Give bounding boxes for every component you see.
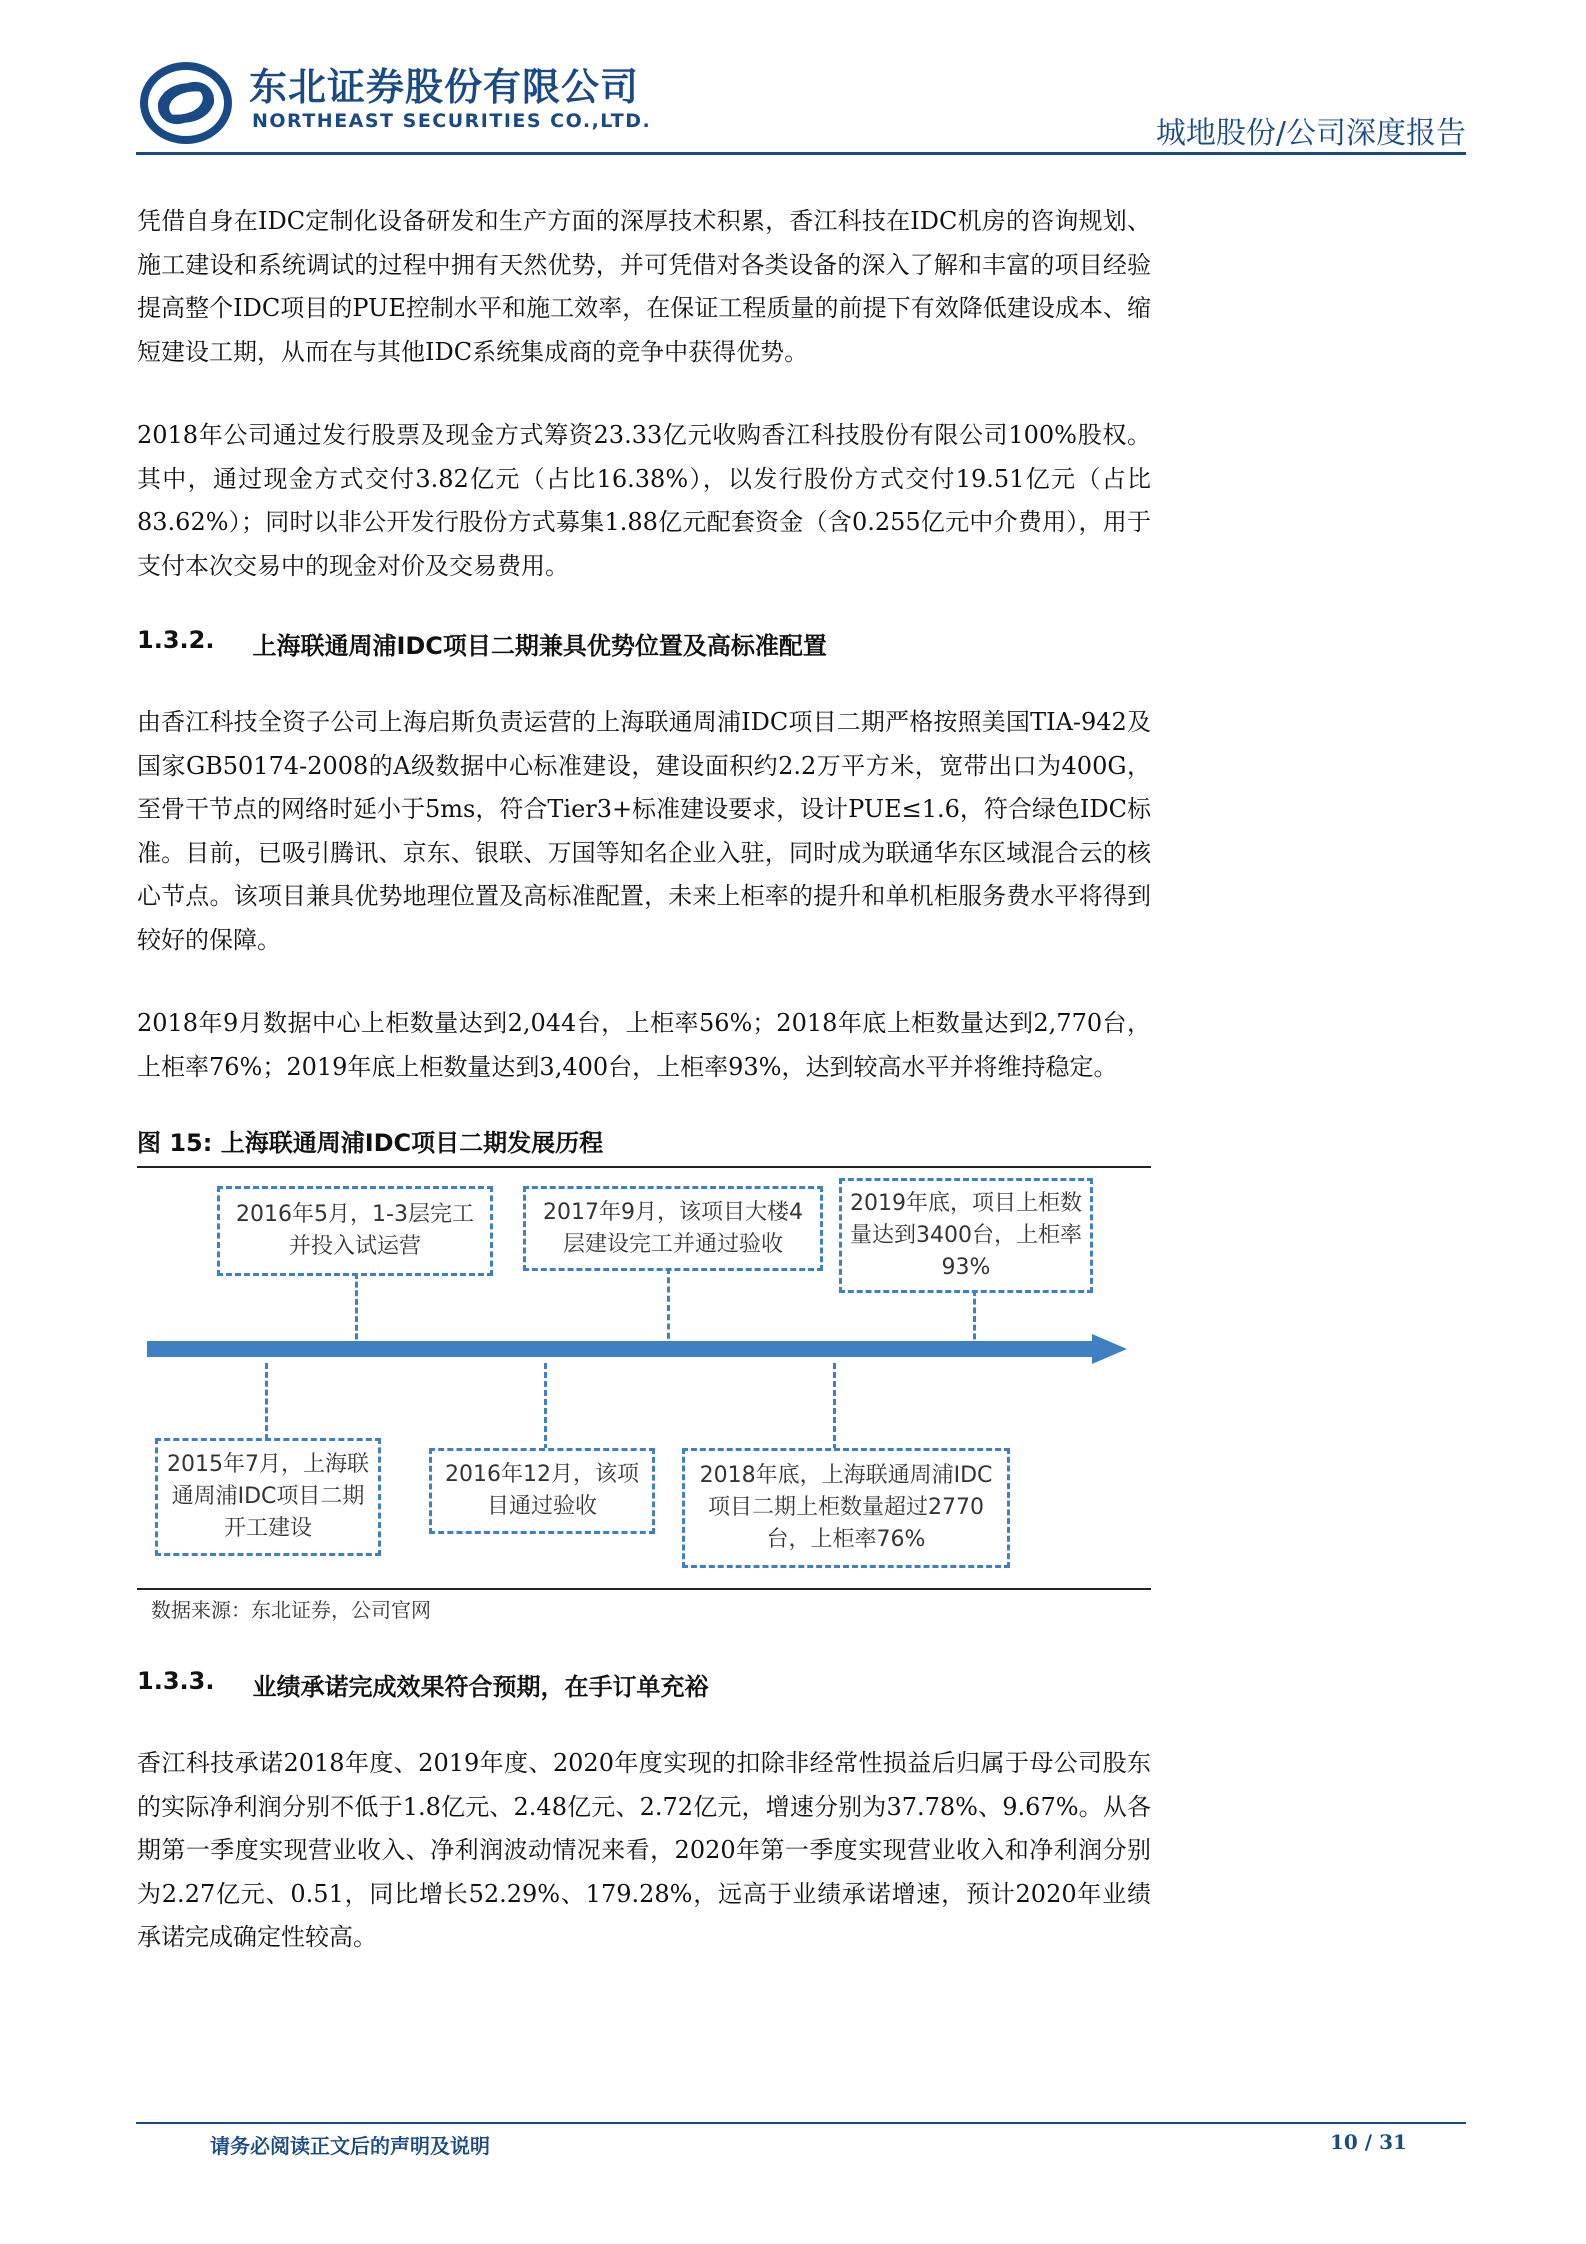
footer-divider <box>136 2122 1466 2124</box>
milestone-2018-end: 2018年底，上海联通周浦IDC项目二期上柜数量超过2770台，上柜率76% <box>682 1448 1010 1568</box>
page-number: 10 / 31 <box>1330 2130 1407 2154</box>
northeast-securities-logo-icon <box>136 58 236 148</box>
paragraph-1: 凭借自身在IDC定制化设备研发和生产方面的深厚技术积累，香江科技在IDC机房的咨询规划、施工建设和系统调试的过程中拥有天然优势，并可凭借对各类设备的深入了解和丰富的项目经验提高整个IDC项目的PUE控制水平和施工效率，在保证工程质量的前提下有效降低建设成本、缩短建设工期，从而在与其他IDC系统集成商的竞争中获得优势。 <box>137 207 1151 366</box>
timeline-connector <box>667 1268 670 1348</box>
timeline-connector <box>833 1363 836 1450</box>
paragraph-4: 2018年9月数据中心上柜数量达到2,044台，上柜率56%；2018年底上柜数量达到2,770台，上柜率76%；2019年底上柜数量达到3,400台，上柜率93%，达到较高水平并将维持稳定。 <box>137 1009 1151 1081</box>
milestone-2017-09: 2017年9月，该项目大楼4层建设完工并通过验收 <box>523 1186 823 1271</box>
milestone-2016-05: 2016年5月，1-3层完工并投入试运营 <box>217 1186 493 1276</box>
development-timeline <box>137 1168 1137 1588</box>
paragraph-2: 2018年公司通过发行股票及现金方式筹资23.33亿元收购香江科技股份有限公司100%股权。其中，通过现金方式交付3.82亿元（占比16.38%），以发行股份方式交付19.51亿元（占比83.62%）；同时以非公开发行股份方式募集1.88亿元配套资金（含0.255亿元中介费用），用于支付本次交易中的现金对价及交易费用。 <box>137 421 1151 580</box>
milestone-2019-end: 2019年底，项目上柜数量达到3400台，上柜率93% <box>839 1178 1093 1293</box>
header-divider <box>136 152 1466 155</box>
timeline-arrow-icon <box>147 1334 1127 1364</box>
footer-disclaimer: 请务必阅读正文后的声明及说明 <box>210 2134 490 2158</box>
timeline-connector <box>544 1363 547 1450</box>
section-heading-1-3-3 <box>137 1667 1151 1702</box>
paragraph-3: 由香江科技全资子公司上海启斯负责运营的上海联通周浦IDC项目二期严格按照美国TIA-942及国家GB50174-2008的A级数据中心标准建设，建设面积约2.2万平方米，宽带出口为400G，至骨干节点的网络时延小于5ms，符合Tier3+标准建设要求，设计PUE≤1.6，符合绿色IDC标准。目前，已吸引腾讯、京东、银联、万国等知名企业入驻，同时成为联通华东区域混合云的核心节点。该项目兼具优势地理位置及高标准配置，未来上柜率的提升和单机柜服务费水平将得到较好的保障。 <box>137 708 1151 954</box>
section-title: 业绩承诺完成效果符合预期，在手订单充裕 <box>252 1673 709 1701</box>
timeline-connector <box>265 1363 268 1440</box>
paragraph-5: 香江科技承诺2018年度、2019年度、2020年度实现的扣除非经常性损益后归属于母公司股东的实际净利润分别不低于1.8亿元、2.48亿元、2.72亿元，增速分别为37.78%、9.67%。从各期第一季度实现营业收入、净利润波动情况来看，2020年第一季度实现营业收入和净利润分别为2.27亿元、0.51，同比增长52.29%、179.28%，远高于业绩承诺增速，预计2020年业绩承诺完成确定性较高。 <box>137 1749 1151 1951</box>
figure-source: 数据来源：东北证券，公司官网 <box>151 1598 431 1622</box>
section-heading-1-3-2 <box>137 626 1151 661</box>
section-number: 1.3.2. <box>137 626 215 654</box>
figure-title: 图 15: 上海联通周浦IDC项目二期发展历程 <box>137 1129 604 1157</box>
milestone-2016-12: 2016年12月，该项目通过验收 <box>429 1448 655 1534</box>
timeline-connector <box>973 1290 976 1348</box>
main-content <box>137 200 1151 1960</box>
company-name-en: NORTHEAST SECURITIES CO.,LTD. <box>252 110 652 132</box>
timeline-connector <box>355 1273 358 1348</box>
milestone-2015-07: 2015年7月，上海联通周浦IDC项目二期开工建设 <box>155 1438 381 1556</box>
company-name-cn: 东北证券股份有限公司 <box>249 65 640 109</box>
section-title: 上海联通周浦IDC项目二期兼具优势位置及高标准配置 <box>252 632 827 660</box>
section-number: 1.3.3. <box>137 1667 215 1695</box>
report-type: 城地股份/公司深度报告 <box>1155 116 1466 151</box>
page-header <box>136 52 1466 152</box>
